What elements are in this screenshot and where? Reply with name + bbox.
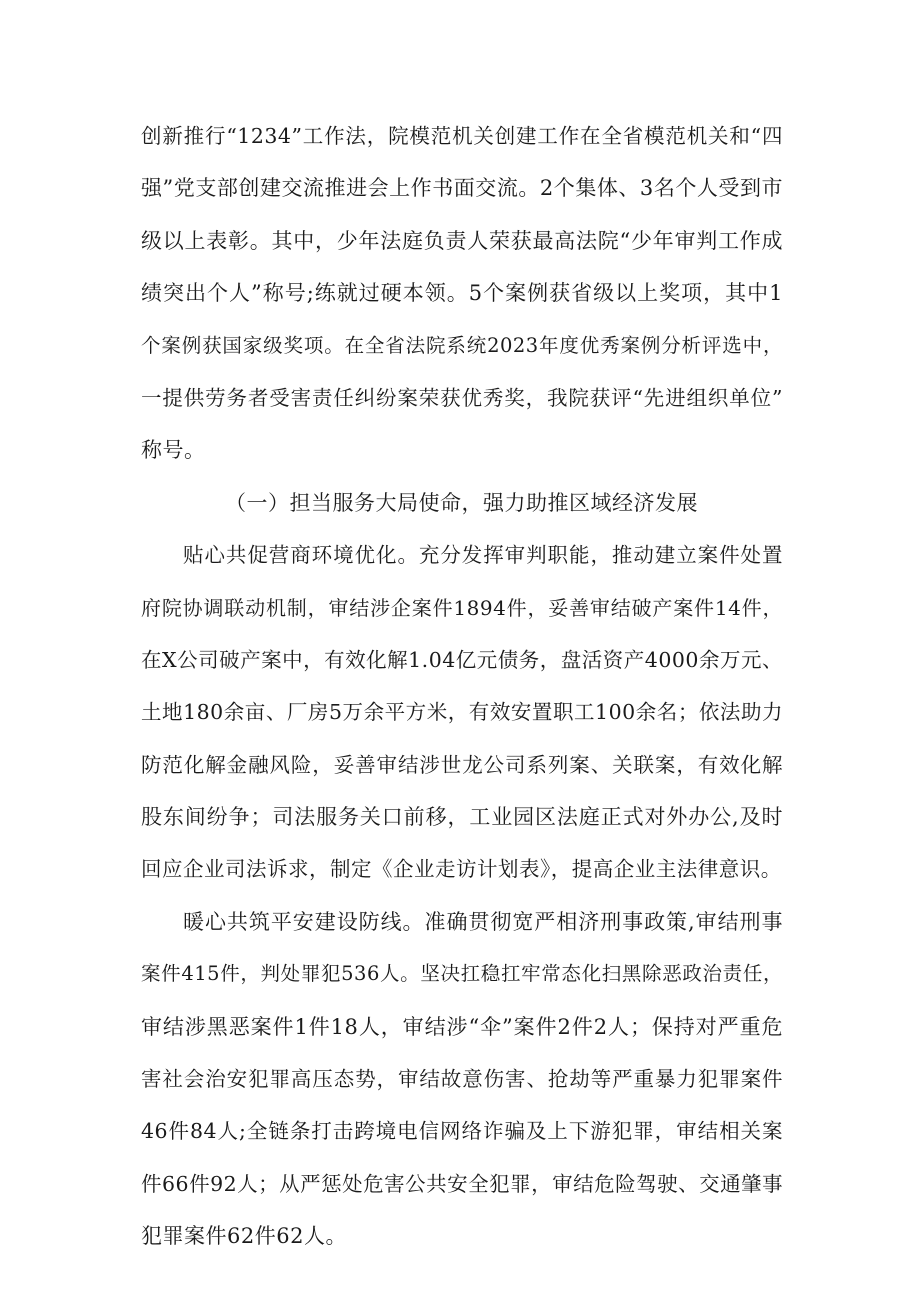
document-body (141, 110, 783, 1263)
text-line: 土地180余亩、厂房5万余平方米，有效安置职工100余名；依法助力 (141, 700, 783, 725)
paragraph-p3 (141, 896, 783, 1263)
section-heading (141, 477, 783, 529)
text-line: 强”党支部创建交流推进会上作书面交流。2个集体、3名个人受到市 (141, 176, 783, 201)
text-line: 创新推行“1234”工作法，院模范机关创建工作在全省模范机关和“四 (141, 124, 783, 148)
text-line: 害社会治安犯罪高压态势，审结故意伤害、抢劫等严重暴力犯罪案件 (141, 1067, 783, 1092)
text-line: 46件84人;全链条打击跨境电信网络诈骗及上下游犯罪，审结相关案 (141, 1119, 783, 1144)
text-line: 个案例获国家级奖项。在全省法院系统2023年度优秀案例分析评选中， (141, 333, 783, 357)
text-line: 府院协调联动机制，审结涉企案件1894件，妥善审结破产案件14件， (141, 595, 783, 620)
text-line: 防范化解金融风险，妥善审结涉世龙公司系列案、关联案，有效化解 (141, 752, 783, 777)
text-line: 回应企业司法诉求，制定《企业走访计划表》，提高企业主法律意识。 (141, 857, 782, 882)
text-line: 贴心共促营商环境优化。充分发挥审判职能，推动建立案件处置 (183, 543, 783, 568)
text-line: 案件415件，判处罪犯536人。坚决扛稳扛牢常态化扫黑除恶政治责任， (141, 962, 783, 986)
text-line: 级以上表彰。其中，少年法庭负责人荣获最高法院“少年审判工作成 (141, 228, 783, 253)
text-line: 称号。 (141, 438, 206, 463)
paragraph-p2 (141, 529, 783, 896)
text-line: 在X公司破产案中，有效化解1.04亿元债务，盘活资产4000余万元、 (141, 647, 783, 672)
text-line: 暖心共筑平安建设防线。准确贯彻宽严相济刑事政策,审结刑事 (183, 909, 783, 934)
text-line: 一提供劳务者受害责任纠纷案荣获优秀奖，我院获评“先进组织单位” (141, 385, 783, 410)
text-line: 犯罪案件62件62人。 (141, 1224, 347, 1249)
text-line: 件66件92人；从严惩处危害公共安全犯罪，审结危险驾驶、交通肇事 (141, 1171, 784, 1196)
heading-line: （一）担当服务大局使命，强力助推区域经济发展 (225, 490, 698, 515)
text-line: 审结涉黑恶案件1件18人，审结涉“伞”案件2件2人；保持对严重危 (141, 1014, 783, 1039)
text-line: 绩突出个人”称号;练就过硬本领。5个案例获省级以上奖项，其中1 (141, 281, 783, 306)
paragraph-p1 (141, 110, 783, 477)
text-line: 股东间纷争；司法服务关口前移，工业园区法庭正式对外办公,及时 (141, 805, 783, 830)
